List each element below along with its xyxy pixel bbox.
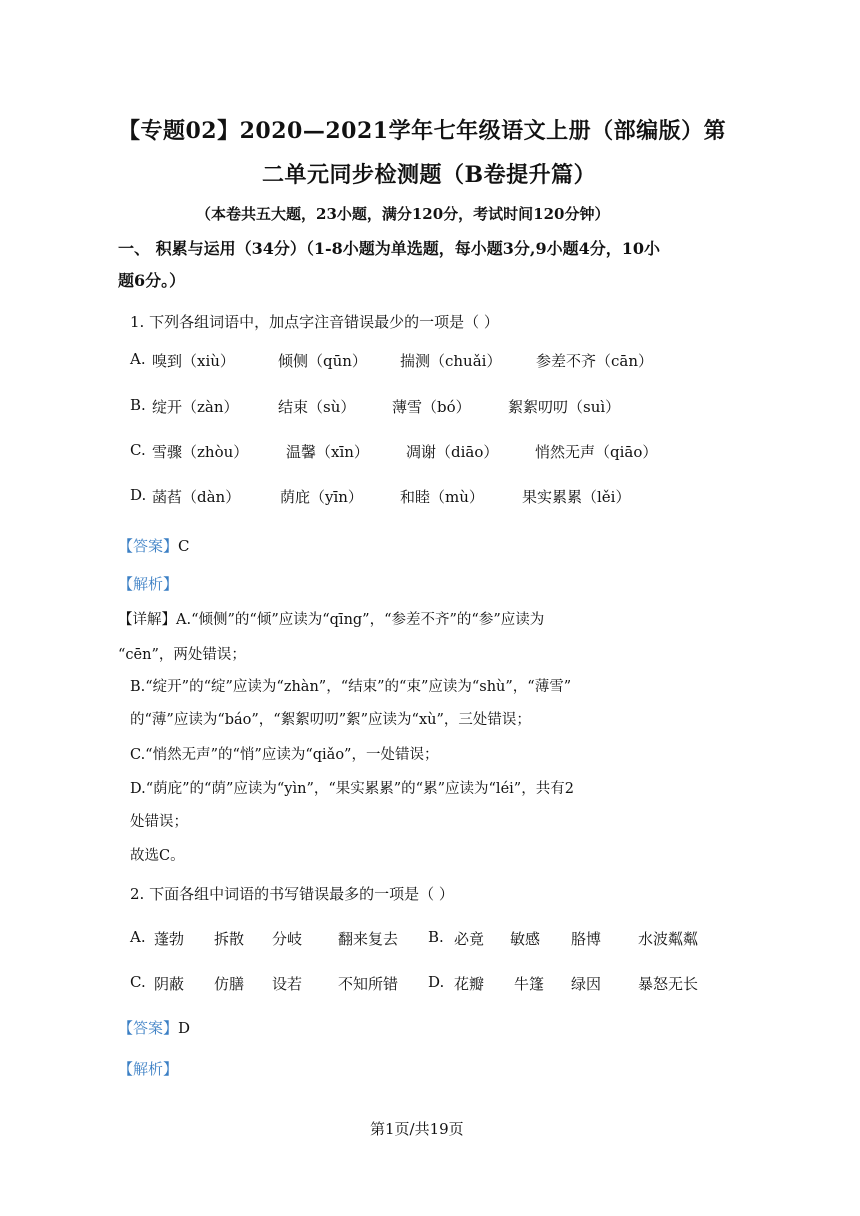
option-label: D. bbox=[428, 973, 445, 991]
option-word: 绿因 bbox=[571, 975, 602, 993]
option-word: 倾侧（qūn） bbox=[278, 352, 367, 370]
option-label: B. bbox=[428, 928, 444, 946]
page-footer: 第1页/共19页 bbox=[370, 1120, 464, 1138]
question-1-option-c bbox=[130, 441, 750, 463]
option-word: 荫庇（yīn） bbox=[280, 488, 363, 506]
option-word: 参差不齐（cān） bbox=[536, 352, 654, 370]
detail-line-5: C.“悄然无声”的“悄”应读为“qiǎo”，一处错误； bbox=[130, 747, 439, 763]
option-word: 悄然无声（qiāo） bbox=[535, 443, 658, 461]
option-label: A. bbox=[130, 928, 146, 946]
question-2-answer bbox=[118, 1017, 190, 1038]
option-word: 胳博 bbox=[571, 930, 602, 948]
detail-line-7: 处错误； bbox=[130, 814, 188, 830]
question-2-analysis-tag: 【解析】 bbox=[118, 1060, 179, 1078]
answer-tag: 【答案】 bbox=[118, 537, 179, 555]
option-word: 阴蔽 bbox=[154, 975, 185, 993]
option-word: 嗅到（xiù） bbox=[152, 352, 235, 370]
option-word: 仿膳 bbox=[214, 975, 245, 993]
option-label: C. bbox=[130, 441, 146, 459]
question-2-options-row-1 bbox=[130, 928, 750, 950]
question-1-analysis-tag: 【解析】 bbox=[118, 575, 179, 593]
question-2-stem: 2. 下面各组中词语的书写错误最多的一项是（ ） bbox=[130, 885, 454, 903]
option-word: 翻来复去 bbox=[338, 930, 399, 948]
option-word: 暴怒无长 bbox=[638, 975, 699, 993]
option-word: 敏感 bbox=[510, 930, 541, 948]
answer-tag: 【答案】 bbox=[118, 1019, 179, 1037]
option-word: 拆散 bbox=[214, 930, 245, 948]
option-word: 菡萏（dàn） bbox=[152, 488, 241, 506]
option-word: 结束（sù） bbox=[278, 398, 356, 416]
option-label: C. bbox=[130, 973, 146, 991]
detail-line-2: “cēn”，两处错误； bbox=[118, 647, 246, 663]
detail-line-6: D.“荫庇”的“荫”应读为“yìn”，“果实累累”的“累”应读为“léi”，共有2 bbox=[130, 781, 574, 797]
detail-line-1: 【详解】A.“倾侧”的“倾”应读为“qīng”，“参差不齐”的“参”应读为 bbox=[118, 612, 545, 628]
option-word: 不知所错 bbox=[338, 975, 399, 993]
option-word: 温馨（xīn） bbox=[286, 443, 369, 461]
question-1-option-b bbox=[130, 396, 750, 418]
option-word: 蓬勃 bbox=[154, 930, 185, 948]
option-word: 雪骤（zhòu） bbox=[152, 443, 249, 461]
option-word: 揣测（chuǎi） bbox=[400, 352, 502, 370]
answer-value: C bbox=[178, 537, 190, 555]
detail-line-8: 故选C。 bbox=[130, 848, 185, 864]
section-1-heading: 一、 积累与运用（34分）（1-8小题为单选题，每小题3分,9小题4分，10小 bbox=[118, 239, 660, 258]
option-word: 果实累累（lěi） bbox=[522, 488, 631, 506]
answer-value: D bbox=[178, 1019, 191, 1037]
question-2-options-row-2 bbox=[130, 973, 750, 995]
option-word: 牛篷 bbox=[514, 975, 545, 993]
question-1-stem: 1. 下列各组词语中，加点字注音错误最少的一项是（ ） bbox=[130, 313, 499, 331]
subtitle: （本卷共五大题，23小题，满分120分，考试时间120分钟） bbox=[196, 205, 610, 223]
title-line-1: 【专题02】2020—2021学年七年级语文上册（部编版）第 bbox=[118, 118, 727, 144]
option-word: 薄雪（bó） bbox=[392, 398, 471, 416]
option-label: A. bbox=[130, 350, 146, 368]
detail-line-3: B.“绽开”的“绽”应读为“zhàn”，“结束”的“束”应读为“shù”，“薄雪” bbox=[130, 679, 572, 695]
question-1-option-d bbox=[130, 486, 750, 508]
section-1-heading-cont: 题6分。） bbox=[118, 271, 186, 290]
option-word: 絮絮叨叨（suì） bbox=[508, 398, 621, 416]
option-label: D. bbox=[130, 486, 147, 504]
detail-line-4: 的“薄”应读为“báo”，“絮絮叨叨”絮”应读为“xù”，三处错误； bbox=[130, 712, 531, 728]
question-1-answer bbox=[118, 535, 190, 556]
title-line-2: 二单元同步检测题（B卷提升篇） bbox=[262, 162, 597, 188]
option-word: 花瓣 bbox=[454, 975, 485, 993]
option-word: 水波粼粼 bbox=[638, 930, 699, 948]
question-1-option-a bbox=[130, 350, 750, 372]
option-word: 必竟 bbox=[454, 930, 485, 948]
option-word: 和睦（mù） bbox=[400, 488, 484, 506]
option-word: 凋谢（diāo） bbox=[406, 443, 499, 461]
option-word: 分岐 bbox=[272, 930, 303, 948]
option-word: 绽开（zàn） bbox=[152, 398, 239, 416]
option-label: B. bbox=[130, 396, 146, 414]
option-word: 设若 bbox=[272, 975, 303, 993]
